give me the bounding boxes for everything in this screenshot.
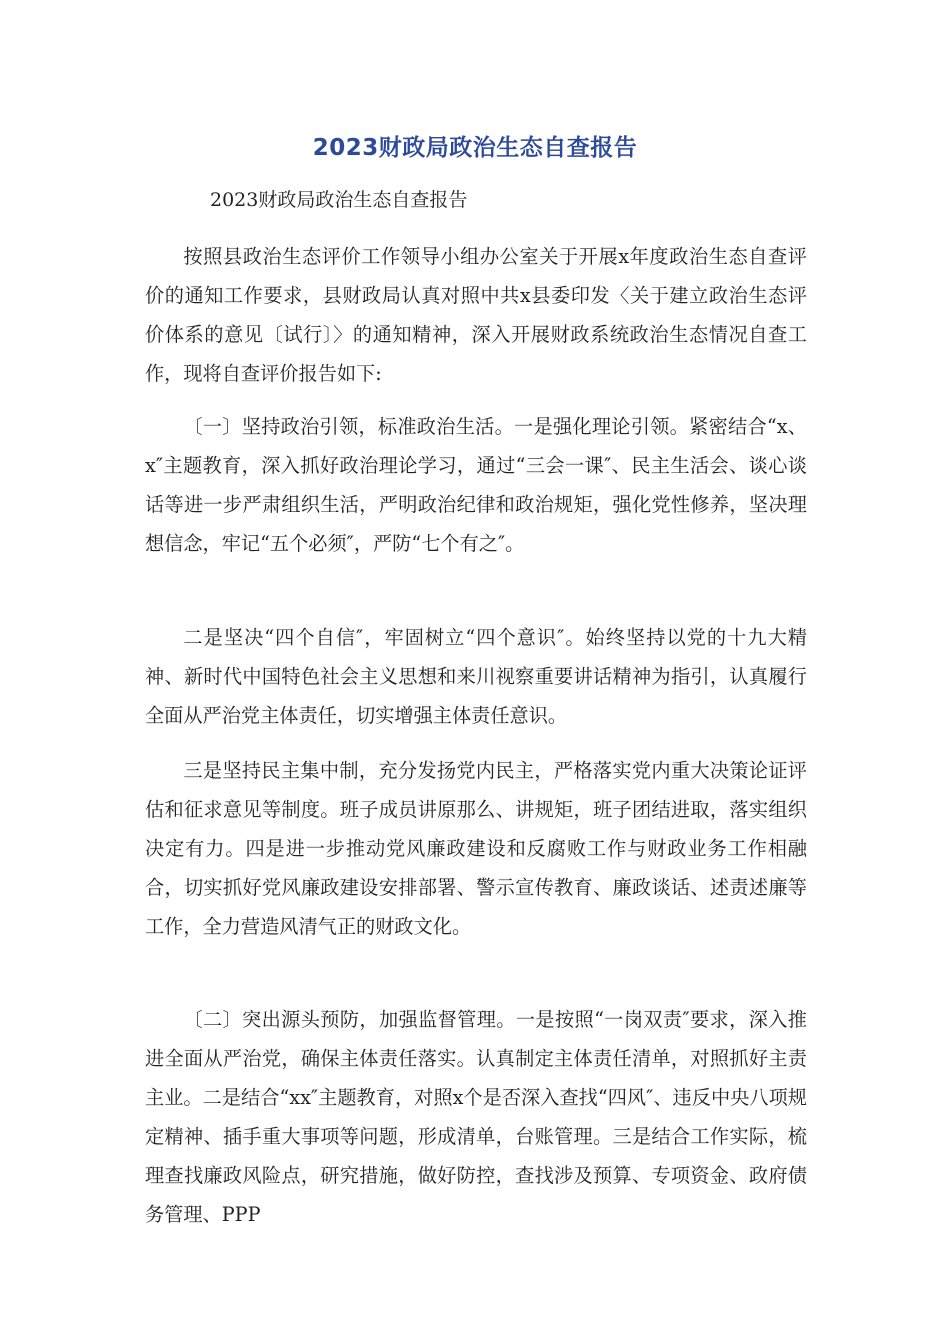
document-subtitle: 2023财政局政治生态自查报告 <box>210 189 468 211</box>
body-paragraph: 二是坚决“四个自信″，牢固树立“四个意识″。始终坚持以党的十九大精神、新时代中国特色社会主义思想和来川视察重要讲话精神为指引，认真履行全面从严治党主体责任，切实增强主体责任意识。 <box>145 626 807 728</box>
body-paragraph: 〔二〕突出源头预防，加强监督管理。一是按照“一岗双责″要求，深入推进全面从严治党，确保主体责任落实。认真制定主体责任清单，对照抓好主责主业。二是结合“xx″主题教育，对照x个是否深入查找“四风″、违反中央八项规定精神、插手重大事项等问题，形成清单，台账管理。三是结合工作实际，梳理查找廉政风险点，研究措施，做好防控，查找涉及预算、专项资金、政府债务管理、PPP <box>145 1008 807 1227</box>
body-paragraph: 按照县政治生态评价工作领导小组办公室关于开展x年度政治生态自查评价的通知工作要求，县财政局认真对照中共x县委印发〈关于建立政治生态评价体系的意见〔试行〕〉的通知精神，深入开展财政系统政治生态情况自查工作，现将自查评价报告如下: <box>145 245 807 386</box>
document-title: 2023财政局政治生态自查报告 <box>312 135 638 161</box>
body-paragraph: 〔一〕坚持政治引领，标准政治生活。一是强化理论引领。紧密结合“x、x″主题教育，深入抓好政治理论学习，通过“三会一课″、民主生活会、谈心谈话等进一步严肃组织生活，严明政治纪律和政治规矩，强化党性修养，坚决理想信念，牢记“五个必须″，严防“七个有之″。 <box>145 415 807 556</box>
body-paragraph: 三是坚持民主集中制，充分发扬党内民主，严格落实党内重大决策论证评估和征求意见等制度。班子成员讲原那么、讲规矩，班子团结进取，落实组织决定有力。四是进一步推动党风廉政建设和反腐败工作与财政业务工作相融合，切实抓好党风廉政建设安排部署、警示宣传教育、廉政谈话、述责述廉等工作，全力营造风清气正的财政文化。 <box>145 759 807 939</box>
